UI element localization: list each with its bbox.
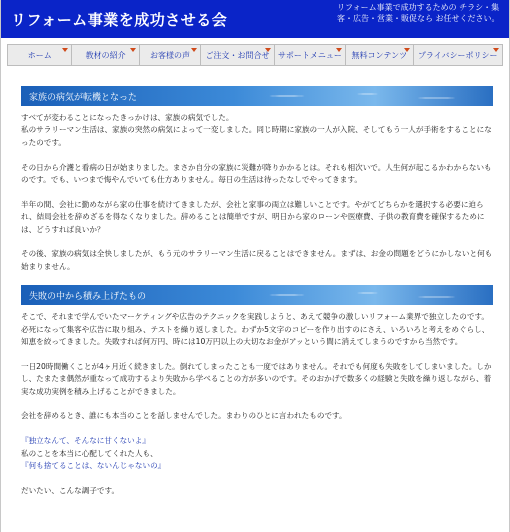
triangle-marker-icon — [493, 48, 499, 52]
nav-label: プライバシーポリシー — [417, 50, 498, 60]
section-heading-bar — [21, 285, 493, 305]
nav-label: ご注文・お問合せ — [205, 50, 270, 60]
paragraph: 私のサラリーマン生活は、家族の突然の病気によって一変しました。同じ時期に家族の一人が入院、そしてもう一人が手術をすることになったのです。 — [21, 125, 492, 147]
section-heading-bar — [21, 86, 493, 106]
site-description: リフォーム事業で成功するための チラシ・集客・広告・営業・販促なら お任せください。 — [337, 3, 500, 23]
nav-label: 無料コンテンツ — [351, 50, 408, 60]
triangle-marker-icon — [62, 48, 68, 52]
nav-privacy-policy[interactable] — [414, 45, 503, 65]
paragraph: 会社を辞めるとき、誰にも本当のことを話しませんでした。まわりのひとに言われたものです。 — [21, 411, 347, 421]
nav-label: ホーム — [27, 50, 52, 60]
quote: 『独立なんて、そんなに甘くないよ』 — [21, 436, 150, 446]
paragraph: だいたい、こんな調子です。 — [21, 485, 120, 495]
paragraph: 私のことを本当に心配してくれた人も、 — [21, 448, 158, 458]
site-title[interactable]: リフォーム事業を成功させる会 — [11, 11, 228, 29]
nav-free-content[interactable] — [346, 45, 413, 65]
main-content — [21, 86, 493, 497]
main-nav — [7, 44, 503, 66]
triangle-marker-icon — [336, 48, 342, 52]
nav-home[interactable] — [7, 45, 72, 65]
nav-support-menu[interactable] — [275, 45, 346, 65]
nav-label: サポートメニュー — [277, 50, 342, 60]
section-title: 家族の病気が転機となった — [29, 93, 138, 103]
paragraph: 一日20時間働くことが4ヶ月近く続きました。倒れてしまったことも一度ではありません。それでも何度も失敗をしてしまいました。しかし、たまたま偶然が重なって成功するより失敗から学べることの方が多いのです。そのおかげで数多くの経験と失敗を繰り返しながら、着実な成功実例を積み上げることができました。 — [21, 361, 492, 396]
triangle-marker-icon — [404, 48, 410, 52]
triangle-marker-icon — [130, 48, 136, 52]
triangle-marker-icon — [191, 48, 197, 52]
nav-materials[interactable] — [72, 45, 139, 65]
paragraph: そこで、それまで学んでいたマーケティングや広告のテクニックを実践しようと、あえて競争の激しいリフォーム業界で独立したのです。必死になって集客や広告に取り組み、テストを繰り返しました。わずか5文字のコピーを作り出すのにさえ、いろいろと考えをめぐらし、知恵を絞ってきました。失敗すれば何万円、時には10万円以上の大切なお金がアッという間に消えてしまうのですから当然です。 — [21, 312, 490, 347]
paragraph: その日から介護と看病の日が始まりました。まさか自分の家族に災難が降りかかるとは。それも相次いで。人生何が起こるかわからないものです。でも、いつまで悔やんでいても仕方ありません。毎日の生活は待ったなしでやってきます。 — [21, 162, 492, 185]
paragraph: 半年の間、会社に勤めながら家の仕事を続けてきましたが、会社と家事の両立は難しいことです。やがてどちらかを選択する必要に迫られ、結局会社を辞めざるを得なくなりました。辞めることは簡単ですが、明日から家のローンや医療費、子供の教育費を確保するためには、どうすれば良いか？ — [21, 199, 485, 234]
nav-label: お客様の声 — [150, 50, 191, 60]
quote: 『何も捨てることは、ないんじゃないの』 — [21, 461, 166, 471]
nav-label: 教材の紹介 — [85, 50, 126, 60]
nav-order-contact[interactable] — [201, 45, 274, 65]
paragraph: その後、家族の病気は全快しましたが、もう元のサラリーマン生活に戻ることはできません。まずは、お金の問題をどうにかしないと何も始まりません。 — [21, 249, 493, 271]
paragraph: すべてが変わることになったきっかけは、家族の病気でした。 — [21, 113, 234, 122]
section-title: 失敗の中から積み上げたもの — [29, 292, 147, 303]
triangle-marker-icon — [265, 48, 271, 52]
site-header — [1, 0, 509, 38]
nav-testimonials[interactable] — [140, 45, 201, 65]
